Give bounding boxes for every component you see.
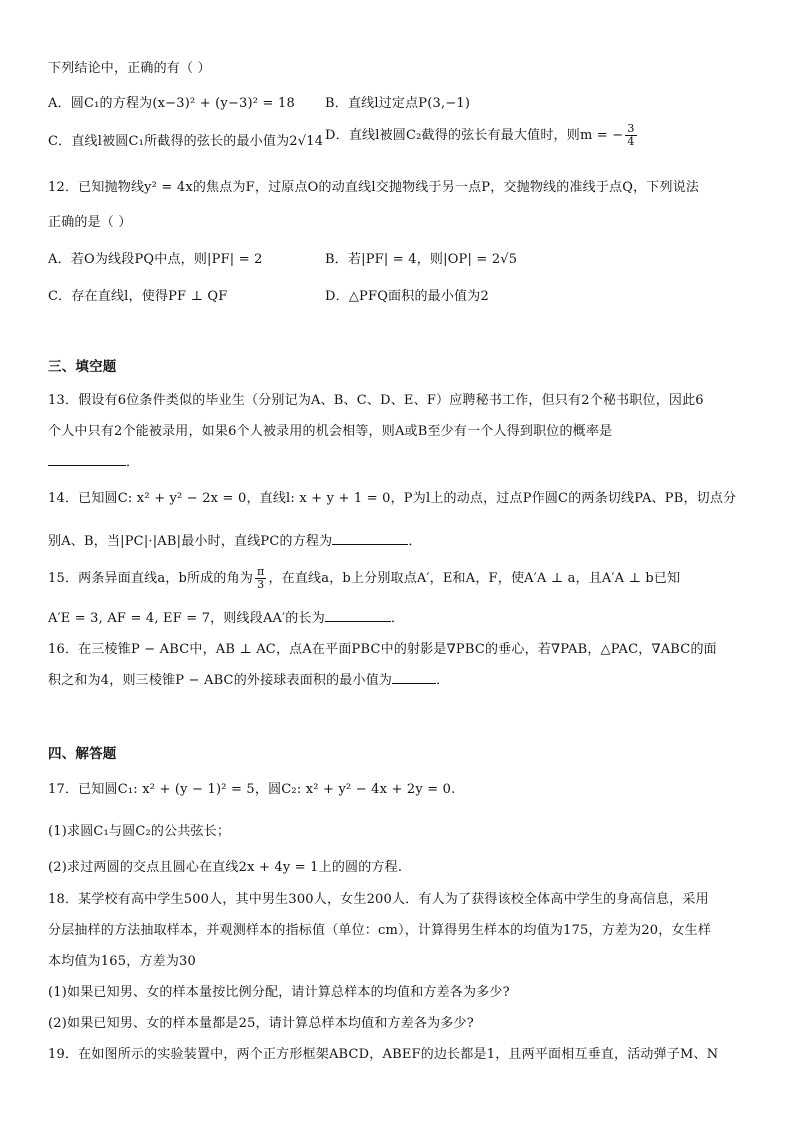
q15-line1-text: 15．两条异面直线a，b所成的角为 xyxy=(48,571,254,586)
q15-line2 xyxy=(48,607,404,626)
q13-line2: 个人中只有2个能被录用，如果6个人被录用的机会相等，则A或B至少有一个人得到职位的概率是 xyxy=(48,424,613,439)
q14-line2 xyxy=(48,530,422,549)
q17-part2: (2)求过两圆的交点且圆心在直线2x + 4y = 1上的圆的方程. xyxy=(48,860,403,875)
answer-blank[interactable] xyxy=(332,532,408,545)
q15-line1 xyxy=(48,566,680,591)
q12-options-cd xyxy=(48,285,758,304)
answer-blank[interactable] xyxy=(325,609,391,622)
fraction-denominator: 4 xyxy=(627,135,635,148)
q11-option-b: B．直线l过定点P(3,−1) xyxy=(325,96,471,111)
q16-line2-text: 积之和为4，则三棱锥P − ABC的外接球表面积的最小值为 xyxy=(48,673,393,688)
q11-options-ab xyxy=(48,92,758,111)
q15-line1-end: ，在直线a，b上分别取点A′，E和A，F，使A′A ⊥ a，且A′A ⊥ b已知 xyxy=(268,571,681,586)
q11-stem-end: 下列结论中，正确的有（ ） xyxy=(48,61,211,76)
q19-line1: 19．在如图所示的实验装置中，两个正方形框架ABCD，ABEF的边长都是1，且两平面相互垂直，活动弹子M、N xyxy=(48,1047,719,1062)
fraction-numerator: π xyxy=(257,565,265,578)
q15-angle-fraction xyxy=(255,566,266,591)
answer-blank[interactable] xyxy=(392,671,436,684)
q12-line2: 正确的是（ ） xyxy=(48,215,132,230)
q12-option-c: C．存在直线l，使得PF ⊥ QF xyxy=(48,289,228,304)
q17-line1: 17．已知圆C₁: x² + (y − 1)² = 5，圆C₂: x² + y² − 4x + 2y = 0. xyxy=(48,782,456,797)
q13-line1: 13．假设有6位条件类似的毕业生（分别记为A、B、C、D、E、F）应聘秘书工作，但只有2个秘书职位，因此6 xyxy=(48,393,704,408)
q18-line2: 分层抽样的方法抽取样本，并观测样本的指标值（单位：cm），计算得男生样本的均值为175，方差为20，女生样 xyxy=(48,923,712,938)
q12-line1: 12．已知抛物线y² = 4x的焦点为F，过原点O的动直线l交抛物线于另一点P，交抛物线的准线于点Q，下列说法 xyxy=(48,180,700,195)
section-fill-in-title: 三、填空题 xyxy=(48,359,117,375)
q13-line3-end: ． xyxy=(126,455,140,470)
q11-options-cd xyxy=(48,122,758,149)
q11-option-d-text: D．直线l被圆C₂截得的弦长有最大值时，则m = − xyxy=(325,128,624,143)
q18-part1: (1)如果已知男、女的样本量按比例分配，请计算总样本的均值和方差各为多少? xyxy=(48,985,510,1000)
q12-option-b: B．若|PF| = 4，则|OP| = 2√5 xyxy=(325,252,518,267)
q12-option-a: A．若O为线段PQ中点，则|PF| = 2 xyxy=(48,252,263,267)
q16-line2-end: ． xyxy=(436,673,450,688)
q16-line1: 16．在三棱锥P − ABC中，AB ⊥ AC，点A在平面PBC中的射影是∇PBC的垂心，若∇PAB，△PAC，∇ABC的面 xyxy=(48,642,717,657)
q18-line3: 本均值为165，方差为30 xyxy=(48,954,196,969)
q14-line2-text: 别A、B，当|PC|·|AB|最小时，直线PC的方程为 xyxy=(48,534,333,549)
fraction-numerator: 3 xyxy=(627,122,635,135)
q17-part1: (1)求圆C₁与圆C₂的公共弦长； xyxy=(48,824,231,839)
q18-part2: (2)如果已知男、女的样本量都是25，请计算总样本均值和方差各为多少? xyxy=(48,1016,474,1031)
q16-line2 xyxy=(48,669,449,688)
fraction-denominator: 3 xyxy=(257,578,265,591)
q12-option-d: D．△PFQ面积的最小值为2 xyxy=(325,289,489,304)
q11-option-a: A．圆C₁的方程为(x−3)² + (y−3)² = 18 xyxy=(48,96,295,111)
q15-line2-text: A′E = 3, AF = 4, EF = 7，则线段AA′的长为 xyxy=(48,611,325,626)
q15-line2-end: ． xyxy=(390,611,405,626)
q13-line3 xyxy=(48,451,139,470)
q14-line2-end: ． xyxy=(408,534,422,549)
q11-option-d xyxy=(325,123,639,148)
q18-line1: 18．某学校有高中学生500人，其中男生300人，女生200人．有人为了获得该校全体高中学生的身高信息，采用 xyxy=(48,892,709,907)
section-answer-title: 四、解答题 xyxy=(48,746,117,762)
q12-options-ab xyxy=(48,248,758,267)
q11-option-d-fraction xyxy=(625,123,636,148)
q11-option-c: C．直线l被圆C₁所截得的弦长的最小值为2√14 xyxy=(48,134,324,149)
answer-blank[interactable] xyxy=(48,453,126,466)
q14-line1: 14．已知圆C: x² + y² − 2x = 0，直线l: x + y + 1 = 0，P为l上的动点，过点P作圆C的两条切线PA、PB，切点分 xyxy=(48,491,737,506)
